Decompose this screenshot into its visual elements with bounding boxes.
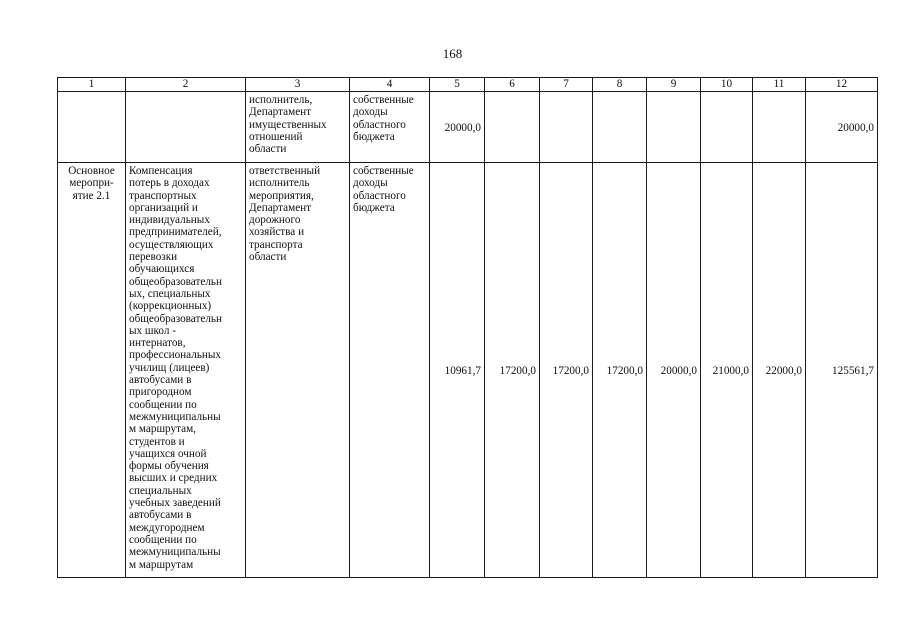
year-value-cell: 20000,0 xyxy=(647,163,701,578)
year-value-cell xyxy=(540,92,593,163)
table-row xyxy=(58,92,878,163)
executor-cell: исполнитель, Департамент имущественных отношений области xyxy=(246,92,350,163)
year-value-cell: 20000,0 xyxy=(430,92,485,163)
description-cell: Компенсация потерь в доходах транспортных организаций и индивидуальных предпринимателей, осуществляющих перевозки обучающихся общеобразовательн ых, специальных (коррекционных) общеобразовательн ых школ - интернатов, профессиональных училищ (лицеев) автобусами в пригородном сообщении по межмуниципальны м маршрутам, студентов и учащихся очной формы обучения высших и средних специальных учебных заведений автобусами в междугороднем сообщении по межмуниципальны м маршрутам xyxy=(126,163,246,578)
column-number: 5 xyxy=(430,78,485,92)
column-number-row xyxy=(58,78,878,92)
column-number: 12 xyxy=(806,78,878,92)
column-number: 9 xyxy=(647,78,701,92)
column-number: 6 xyxy=(485,78,540,92)
column-number: 8 xyxy=(593,78,647,92)
executor-cell: ответственный исполнитель мероприятия, Департамент дорожного хозяйства и транспорта области xyxy=(246,163,350,578)
year-value-cell: 22000,0 xyxy=(753,163,806,578)
year-value-cell: 17200,0 xyxy=(593,163,647,578)
year-value-cell: 17200,0 xyxy=(485,163,540,578)
year-value-cell xyxy=(647,92,701,163)
year-value-cell: 17200,0 xyxy=(540,163,593,578)
total-value-cell: 20000,0 xyxy=(806,92,878,163)
description-cell xyxy=(126,92,246,163)
funding-source-cell: собственные доходы областного бюджета xyxy=(350,92,430,163)
column-number: 10 xyxy=(701,78,753,92)
page-number: 168 xyxy=(442,46,463,61)
column-number: 2 xyxy=(126,78,246,92)
column-number: 4 xyxy=(350,78,430,92)
measure-cell xyxy=(58,92,126,163)
measure-cell: Основное меропри- ятие 2.1 xyxy=(58,163,126,578)
column-number: 1 xyxy=(58,78,126,92)
table-row xyxy=(58,163,878,578)
year-value-cell xyxy=(701,92,753,163)
column-number: 11 xyxy=(753,78,806,92)
funding-source-cell: собственные доходы областного бюджета xyxy=(350,163,430,578)
year-value-cell: 21000,0 xyxy=(701,163,753,578)
year-value-cell xyxy=(593,92,647,163)
year-value-cell: 10961,7 xyxy=(430,163,485,578)
total-value-cell: 125561,7 xyxy=(806,163,878,578)
column-number: 3 xyxy=(246,78,350,92)
year-value-cell xyxy=(485,92,540,163)
year-value-cell xyxy=(753,92,806,163)
column-number: 7 xyxy=(540,78,593,92)
budget-table xyxy=(57,77,878,578)
